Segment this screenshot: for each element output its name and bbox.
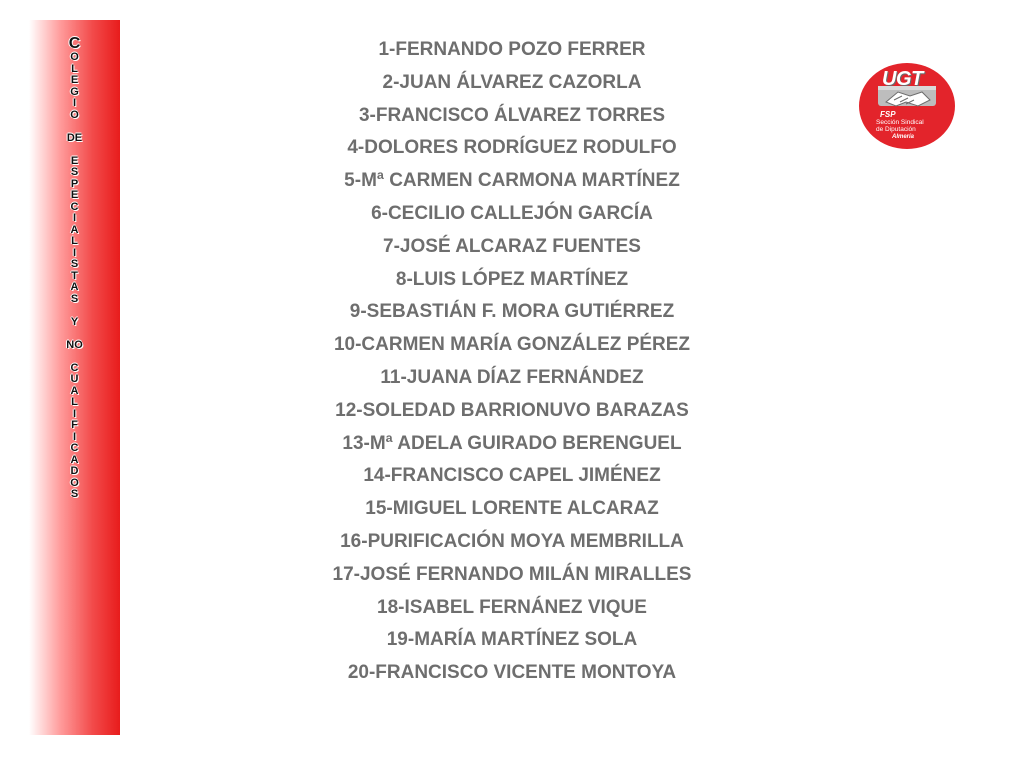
vertical-title-letter: E <box>70 189 79 201</box>
vertical-title-letter: NO <box>66 338 83 351</box>
vertical-title-letter: DE <box>66 131 83 144</box>
vertical-title-letter: S <box>70 488 79 500</box>
name-item: 3-FRANCISCO ÁLVAREZ TORRES <box>358 104 666 126</box>
name-item: 14-FRANCISCO CAPEL JIMÉNEZ <box>363 465 661 487</box>
logo-fsp: FSP <box>880 110 896 119</box>
name-item: 17-JOSÉ FERNANDO MILÁN MIRALLES <box>332 563 692 585</box>
vertical-title-letter: A <box>70 281 79 293</box>
vertical-title-letter: L <box>71 235 78 247</box>
vertical-title-letter: P <box>70 177 79 190</box>
name-item: 7-JOSÉ ALCARAZ FUENTES <box>383 235 641 257</box>
vertical-title-letter: F <box>71 419 78 431</box>
vertical-title-letter: A <box>70 453 79 466</box>
vertical-title-letter: C <box>70 361 79 374</box>
vertical-title-letter: A <box>70 223 79 236</box>
vertical-title <box>29 36 120 501</box>
name-item: 11-JUANA DÍAZ FERNÁNDEZ <box>380 366 644 388</box>
vertical-title-letter: I <box>72 97 77 109</box>
vertical-title-letter: I <box>72 430 77 443</box>
vertical-title-letter: I <box>72 407 77 420</box>
vertical-title-letter: C <box>70 442 79 454</box>
name-item: 16-PURIFICACIÓN MOYA MEMBRILLA <box>340 530 684 552</box>
vertical-title-letter: I <box>72 212 77 224</box>
vertical-title-letter: C <box>70 200 79 213</box>
vertical-title-letter: S <box>70 258 79 270</box>
vertical-title-letter: S <box>70 166 79 178</box>
name-item: 9-SEBASTIÁN F. MORA GUTIÉRREZ <box>349 301 675 323</box>
vertical-title-letter: U <box>70 373 79 385</box>
vertical-title-letter: G <box>70 85 79 98</box>
vertical-title-letter: D <box>70 465 79 477</box>
name-item: 13-Mª ADELA GUIRADO BERENGUEL <box>342 432 682 454</box>
vertical-title-letter: T <box>71 269 78 282</box>
logo-line-1: Sección Sindical <box>876 119 924 126</box>
vertical-title-letter: O <box>70 51 79 63</box>
name-item: 4-DOLORES RODRÍGUEZ RODULFO <box>347 137 677 159</box>
vertical-title-letter: O <box>70 476 79 489</box>
name-item: 12-SOLEDAD BARRIONUVO BARAZAS <box>335 399 689 421</box>
name-item: 15-MIGUEL LORENTE ALCARAZ <box>365 498 659 520</box>
name-item: 20-FRANCISCO VICENTE MONTOYA <box>347 662 677 684</box>
name-item: 1-FERNANDO POZO FERRER <box>378 39 646 60</box>
name-item: 18-ISABEL FERNÁNEZ VIQUE <box>377 596 647 618</box>
name-list <box>300 35 724 691</box>
vertical-title-letter: Y <box>70 315 79 328</box>
name-item: 5-Mª CARMEN CARMONA MARTÍNEZ <box>344 170 680 192</box>
logo-line-2: de Diputación <box>876 126 916 133</box>
ugt-logo <box>858 62 956 150</box>
name-item: 10-CARMEN MARÍA GONZÁLEZ PÉREZ <box>333 334 691 356</box>
vertical-title-letter: L <box>71 396 78 408</box>
vertical-title-letter: L <box>71 62 78 75</box>
vertical-title-letter: A <box>70 384 79 397</box>
logo-brand: UGT <box>882 68 923 90</box>
vertical-title-letter: E <box>70 74 79 86</box>
name-item: 8-LUIS LÓPEZ MARTÍNEZ <box>395 268 629 290</box>
vertical-title-letter: O <box>70 108 79 121</box>
name-item: 19-MARÍA MARTÍNEZ SOLA <box>386 629 638 651</box>
vertical-title-letter: E <box>70 154 79 167</box>
name-item: 6-CECILIO CALLEJÓN GARCÍA <box>371 202 653 224</box>
logo-line-3: Almería <box>892 134 915 140</box>
vertical-title-letter: I <box>72 246 77 259</box>
vertical-title-letter: C <box>68 35 81 52</box>
name-item: 2-JUAN ÁLVAREZ CAZORLA <box>382 71 642 93</box>
vertical-title-letter: S <box>70 292 79 305</box>
